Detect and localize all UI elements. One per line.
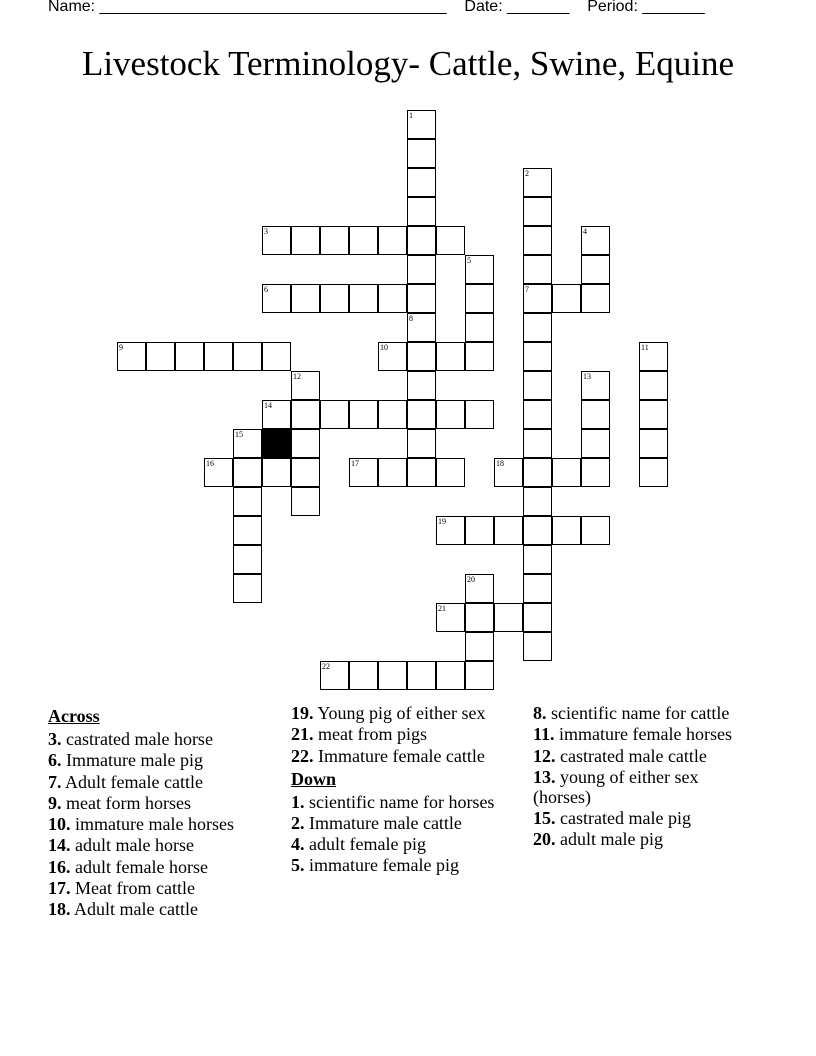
crossword-cell[interactable] [436,516,465,545]
crossword-cell[interactable] [320,284,349,313]
cell-number: 13 [583,372,591,381]
crossword-cell[interactable] [233,487,262,516]
crossword-cell[interactable] [523,284,552,313]
cell-number: 19 [438,517,446,526]
cell-number: 14 [264,401,272,410]
date-blank[interactable]: _______ [507,0,570,15]
crossword-cell[interactable] [523,342,552,371]
clue-across-3: 3. castrated male horse [48,729,213,749]
cell-number: 17 [351,459,359,468]
crossword-cell[interactable] [436,661,465,690]
crossword-cell[interactable] [291,429,320,458]
crossword-cell[interactable] [407,197,436,226]
crossword-cell[interactable] [291,284,320,313]
crossword-cell[interactable] [436,400,465,429]
clue-down-20: 20. adult male pig [533,829,663,850]
clue-down-13: 13. young of either sex (horses) [533,766,699,807]
crossword-cell[interactable] [552,516,581,545]
crossword-cell[interactable] [436,226,465,255]
crossword-cell[interactable] [117,342,146,371]
crossword-cell[interactable] [378,342,407,371]
crossword-cell[interactable] [378,458,407,487]
crossword-cell[interactable] [581,284,610,313]
crossword-cell[interactable] [233,574,262,603]
crossword-cell[interactable] [407,255,436,284]
crossword-cell[interactable] [291,371,320,400]
clue-down-8: 8. scientific name for cattle [533,703,730,723]
crossword-cell[interactable] [581,226,610,255]
cell-number: 5 [467,256,471,265]
cell-number: 7 [525,285,529,294]
cell-number: 18 [496,459,504,468]
crossword-cell[interactable] [204,458,233,487]
across-heading: Across [48,706,100,726]
crossword-cell[interactable] [146,342,175,371]
clue-column-2 [291,703,509,877]
crossword-cell[interactable] [465,516,494,545]
crossword-cell[interactable] [349,661,378,690]
clue-down-12: 12. castrated male cattle [533,745,707,766]
crossword-cell[interactable] [523,168,552,197]
cell-number: 9 [119,343,123,352]
cell-number: 21 [438,604,446,613]
clue-down-5: 5. immature female pig [291,855,459,876]
crossword-cell[interactable] [407,371,436,400]
crossword-cell[interactable] [262,342,291,371]
crossword-cell[interactable] [291,487,320,516]
crossword-cell[interactable] [581,458,610,487]
cell-number: 11 [641,343,649,352]
crossword-cell[interactable] [407,458,436,487]
crossword-cell[interactable] [349,458,378,487]
crossword-cell[interactable] [407,110,436,139]
clue-across-22: 22. Immature female cattle [291,745,485,766]
clue-across-19: 19. Young pig of either sex [291,703,486,723]
crossword-cell[interactable] [523,197,552,226]
crossword-cell[interactable] [407,429,436,458]
clue-across-7: 7. Adult female cattle [48,771,203,792]
crossword-cell[interactable] [523,226,552,255]
clue-across-14: 14. adult male horse [48,835,194,856]
cell-number: 1 [409,111,413,120]
crossword-cell[interactable] [320,400,349,429]
clue-across-6: 6. Immature male pig [48,750,203,771]
crossword-cell[interactable] [436,603,465,632]
crossword-cell[interactable] [291,226,320,255]
crossword-cell[interactable] [523,516,552,545]
crossword-cell[interactable] [465,342,494,371]
crossword-cell[interactable] [320,226,349,255]
crossword-cell[interactable] [523,545,552,574]
cell-number: 4 [583,227,587,236]
crossword-cell[interactable] [378,284,407,313]
crossword-cell[interactable] [523,458,552,487]
crossword-cell[interactable] [523,632,552,661]
clue-column-1 [48,703,283,921]
crossword-cell[interactable] [407,284,436,313]
cell-number: 10 [380,343,388,352]
crossword-cell[interactable] [407,168,436,197]
crossword-cell[interactable] [523,574,552,603]
crossword-cell[interactable] [465,574,494,603]
cell-number: 2 [525,169,529,178]
crossword-cell[interactable] [291,458,320,487]
crossword-cell[interactable] [581,255,610,284]
crossword-cell[interactable] [175,342,204,371]
crossword-cell[interactable] [465,632,494,661]
black-square [262,429,291,458]
clue-down-1: 1. scientific name for horses [291,791,495,812]
clue-down-11: 11. immature female horses [533,724,732,745]
crossword-cell[interactable] [639,458,668,487]
crossword-cell[interactable] [233,458,262,487]
crossword-cell[interactable] [233,342,262,371]
cell-number: 20 [467,575,475,584]
crossword-cell[interactable] [465,284,494,313]
crossword-cell[interactable] [639,371,668,400]
crossword-cell[interactable] [523,400,552,429]
crossword-cell[interactable] [494,516,523,545]
cell-number: 3 [264,227,268,236]
crossword-cell[interactable] [378,661,407,690]
crossword-cell[interactable] [349,284,378,313]
cell-number: 15 [235,430,243,439]
crossword-cell[interactable] [494,603,523,632]
clue-down-15: 15. castrated male pig [533,808,691,829]
date-label: Date: [464,0,503,15]
name-blank[interactable]: _______________________________________ [99,0,447,15]
clue-across-9: 9. meat form horses [48,792,191,813]
crossword-cell[interactable] [552,284,581,313]
crossword-cell[interactable] [378,400,407,429]
crossword-cell[interactable] [465,400,494,429]
crossword-cell[interactable] [523,603,552,632]
down-heading: Down [291,768,337,789]
crossword-cell[interactable] [552,458,581,487]
crossword-cell[interactable] [523,371,552,400]
crossword-cell[interactable] [407,226,436,255]
crossword-cell[interactable] [262,458,291,487]
clue-across-16: 16. adult female horse [48,856,208,877]
crossword-cell[interactable] [639,429,668,458]
crossword-cell[interactable] [407,139,436,168]
clue-across-18: 18. Adult male cattle [48,899,198,920]
page-title: Livestock Terminology- Cattle, Swine, Equine [81,44,735,83]
crossword-cell[interactable] [407,342,436,371]
clue-down-4: 4. adult female pig [291,834,426,855]
period-label: Period: [587,0,638,15]
crossword-cell[interactable] [581,429,610,458]
crossword-cell[interactable] [349,400,378,429]
crossword-cell[interactable] [523,429,552,458]
crossword-cell[interactable] [262,400,291,429]
crossword-cell[interactable] [523,255,552,284]
cell-number: 22 [322,662,330,671]
clue-across-21: 21. meat from pigs [291,724,427,745]
crossword-cell[interactable] [407,661,436,690]
crossword-cell[interactable] [436,342,465,371]
crossword-cell[interactable] [581,400,610,429]
crossword-cell[interactable] [291,400,320,429]
crossword-cell[interactable] [465,661,494,690]
clue-across-10: 10. immature male horses [48,814,234,835]
cell-number: 6 [264,285,268,294]
crossword-cell[interactable] [465,313,494,342]
crossword-cell[interactable] [233,545,262,574]
crossword-cell[interactable] [407,313,436,342]
period-blank[interactable]: _______ [642,0,705,15]
clue-column-3 [533,703,748,851]
crossword-cell[interactable] [320,661,349,690]
crossword-cell[interactable] [436,458,465,487]
crossword-cell[interactable] [233,429,262,458]
crossword-cell[interactable] [233,516,262,545]
crossword-cell[interactable] [523,313,552,342]
crossword-cell[interactable] [378,226,407,255]
crossword-cell[interactable] [262,226,291,255]
crossword-cell[interactable] [407,400,436,429]
crossword-cell[interactable] [581,371,610,400]
name-label: Name: [48,0,96,15]
crossword-cell[interactable] [465,603,494,632]
crossword-cell[interactable] [262,284,291,313]
cell-number: 12 [293,372,301,381]
crossword-cell[interactable] [639,400,668,429]
crossword-cell[interactable] [465,255,494,284]
clue-across-17: 17. Meat from cattle [48,878,195,899]
cell-number: 16 [206,459,214,468]
clue-down-2: 2. Immature male cattle [291,812,462,833]
crossword-cell[interactable] [581,516,610,545]
crossword-cell[interactable] [494,458,523,487]
crossword-cell[interactable] [204,342,233,371]
cell-number: 8 [409,314,413,323]
crossword-cell[interactable] [349,226,378,255]
crossword-cell[interactable] [523,487,552,516]
crossword-cell[interactable] [639,342,668,371]
